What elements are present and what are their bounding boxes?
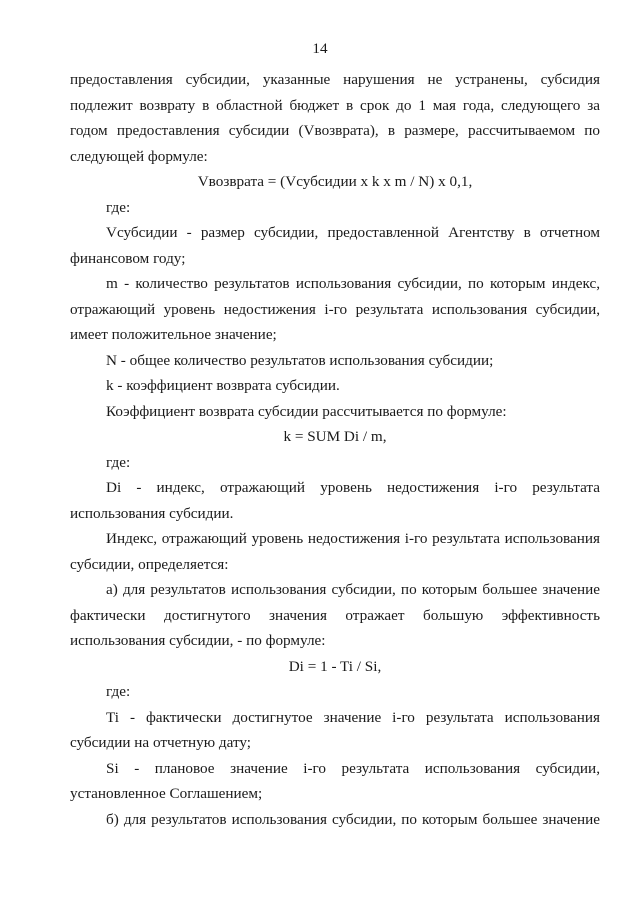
paragraph-index-intro: Индекс, отражающий уровень недостижения i-го результата использования субсидии, определяется: bbox=[70, 530, 600, 573]
definition-ti: Ti - фактически достигнутое значение i-го результата использования субсидии на отчетную дату; bbox=[70, 708, 600, 751]
formula-k: k = SUM Di / m, bbox=[283, 428, 387, 445]
definition-v-subsidy: Vсубсидии - размер субсидии, предоставленной Агентству в отчетном финансовом году; bbox=[70, 224, 600, 267]
definition-m: m - количество результатов использования субсидии, по которым индекс, отражающий уровень недостижения i-го результата использования субсидии, имеет положительное значение; bbox=[70, 275, 600, 343]
paragraph-where: где: bbox=[106, 198, 131, 216]
page-number: 14 bbox=[312, 40, 328, 57]
formula-v-return: Vвозврата = (Vсубсидии x k x m / N) x 0,1, bbox=[197, 173, 473, 190]
definition-k: k - коэффициент возврата субсидии. bbox=[106, 377, 340, 394]
paragraph-where: где: bbox=[106, 683, 131, 700]
paragraph-continuation: предоставления субсидии, указанные нарушения не устранены, субсидия подлежит возврату в областной бюджет в срок до 1 мая года, следующего за годом предоставления субсидии (Vвозврата), в размере, рассчитываемом по следующей формуле: bbox=[70, 71, 600, 165]
paragraph-where: где: bbox=[106, 453, 131, 471]
formula-di: Di = 1 - Ti / Si, bbox=[288, 657, 382, 675]
definition-si: Si - плановое значение i-го результата использования субсидии, установленное Соглашением; bbox=[70, 759, 600, 802]
definition-n: N - общее количество результатов использования субсидии; bbox=[106, 351, 494, 369]
paragraph-k-formula-intro: Коэффициент возврата субсидии рассчитывается по формуле: bbox=[106, 402, 507, 420]
definition-di: Di - индекс, отражающий уровень недостижения i-го результата использования субсидии. bbox=[70, 479, 600, 522]
item-b: б) для результатов использования субсидии, по которым большее значение bbox=[106, 810, 600, 828]
document-body bbox=[70, 67, 600, 832]
item-a: а) для результатов использования субсидии, по которым большее значение фактически достигнутого значения отражает большую эффективность использования субсидии, - по формуле: bbox=[70, 581, 600, 649]
